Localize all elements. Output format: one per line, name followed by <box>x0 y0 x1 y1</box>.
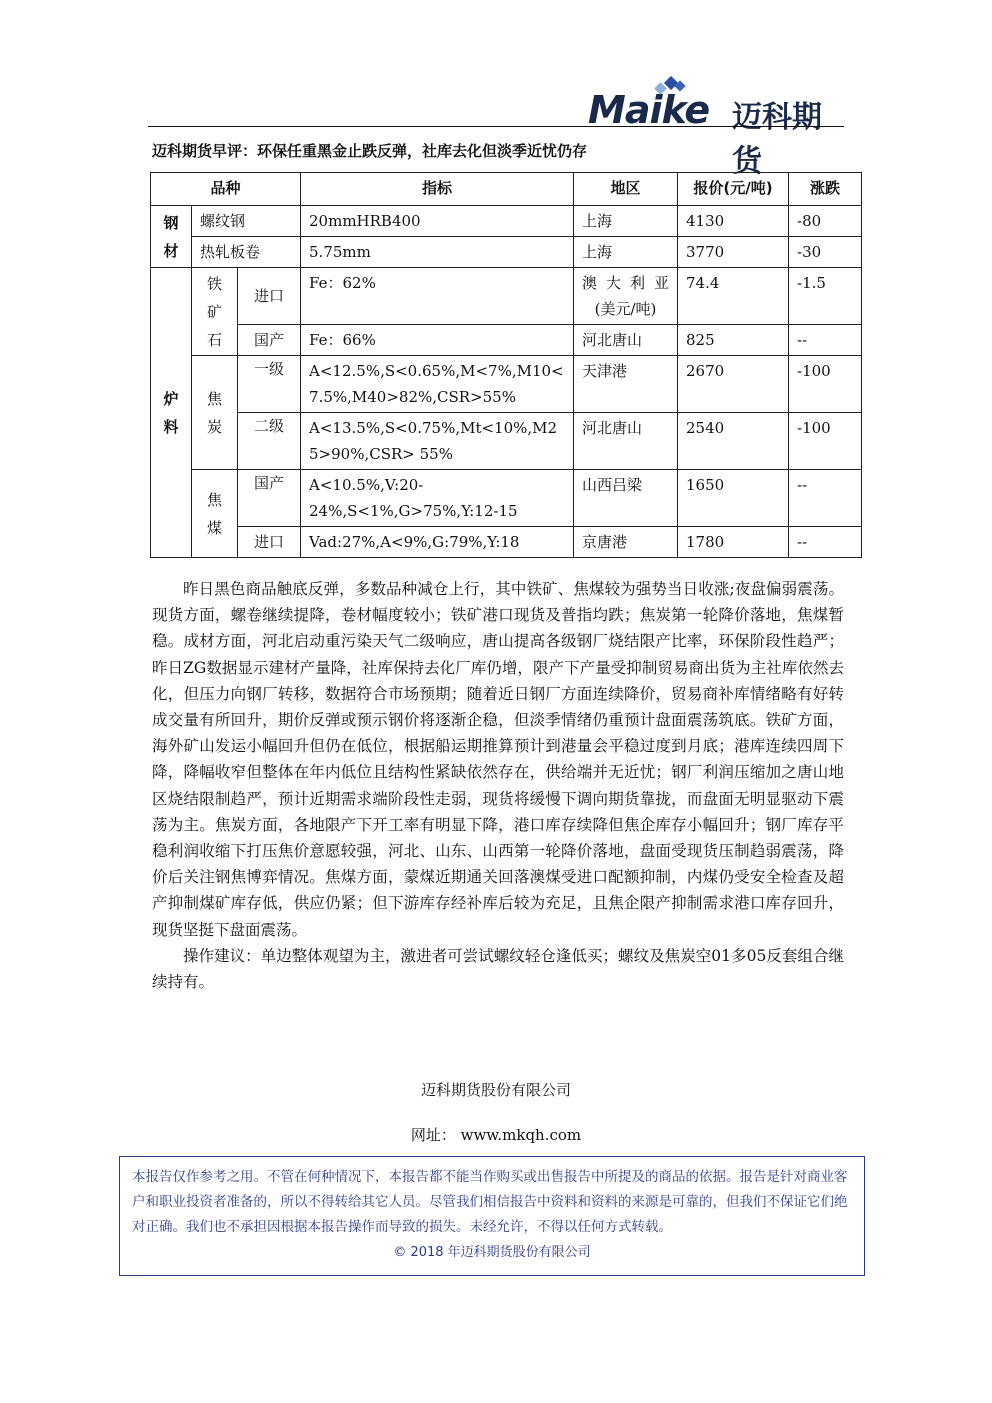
table-row <box>151 413 862 470</box>
logo-chinese-name: 迈科期货 <box>732 100 822 179</box>
header-rule <box>148 126 844 127</box>
header-price: 报价(元/吨) <box>678 173 789 206</box>
sub-type: 进口 <box>238 268 301 325</box>
sub-type: 二级 <box>238 413 301 470</box>
change-cell: -80 <box>789 206 862 237</box>
product-name: 热轧板卷 <box>192 237 301 268</box>
spec-cell: A<13.5%,S<0.75%,Mt<10%,M25>90%,CSR> 55% <box>301 413 574 470</box>
region-cell: 上海 <box>574 206 678 237</box>
commentary-body <box>152 576 844 995</box>
region-cell: 河北唐山 <box>574 413 678 470</box>
table-row <box>151 470 862 527</box>
table-row <box>151 527 862 558</box>
company-name: 迈科期货股份有限公司 <box>420 1081 571 1099</box>
report-title: 迈科期货早评：环保任重黑金止跌反弹，社库去化但淡季近忧仍存 <box>152 142 588 160</box>
commentary-paragraph: 昨日黑色商品触底反弹，多数品种减仓上行，其中铁矿、焦煤较为强势当日收涨;夜盘偏弱震荡。现货方面，螺卷继续提降，卷材幅度较小；铁矿港口现货及普指均跌；焦炭第一轮降价落地，焦煤暂稳。成材方面，河北启动重污染天气二级响应，唐山提高各级钢厂烧结限产比率，环保阶段性趋严；昨日ZG数据显示建材产量降，社库保持去化厂库仍增，限产下产量受抑制贸易商出货为主社库依然去化，但压力向钢厂转移，数据符合市场预期；随着近日钢厂方面连续降价，贸易商补库情绪略有好转成交量有所回升，期价反弹或预示钢价将逐渐企稳，但淡季情绪仍重预计盘面震荡筑底。铁矿方面，海外矿山发运小幅回升但仍在低位，根据船运期推算预计到港量会平稳过度到月底；港库连续四周下降，降幅收窄但整体在年内低位且结构性紧缺依然存在，供给端并无近忧；钢厂利润压缩加之唐山地区烧结限制趋严，预计近期需求端阶段性走弱，现货将缓慢下调向期货靠拢，而盘面无明显驱动下震荡为主。焦炭方面，各地限产下开工率有明显下降，港口库存续降但焦企库存小幅回升；钢厂库存平稳利润收缩下打压焦价意愿较强，河北、山东、山西第一轮降价落地，盘面受现货压制趋弱震荡，降价后关注钢焦博弈情况。焦煤方面，蒙煤近期通关回落澳煤受进口配额抑制，内煤仍受安全检查及超产抑制煤矿库存低，供应仍紧；但下游库存经补库后较为充足，且焦企限产抑制需求港口库存回升，现货坚挺下盘面震荡。 <box>152 580 844 939</box>
website-line: 网址： www.mkqh.com <box>410 1126 582 1144</box>
region-cell: 河北唐山 <box>574 325 678 356</box>
table-row <box>151 356 862 413</box>
sub-type: 一级 <box>238 356 301 413</box>
spec-cell: 5.75mm <box>301 237 574 268</box>
change-cell: -100 <box>789 356 862 413</box>
disclaimer-text: 本报告仅作参考之用。不管在何种情况下，本报告都不能当作购买或出售报告中所提及的商品的依据。报告是针对商业客户和职业投资者准备的，所以不得转给其它人员。尽管我们相信报告中资料和资料的来源是可靠的，但我们不保证它们绝对正确。我们也不承担因根据本报告操作而导致的损失。未经允许，不得以任何方式转载。 <box>132 1169 848 1235</box>
region-cell: 山西吕梁 <box>574 470 678 527</box>
change-cell: -- <box>789 325 862 356</box>
header-change: 涨跌 <box>789 173 862 206</box>
product-name: 螺纹钢 <box>192 206 301 237</box>
price-table <box>150 172 862 558</box>
group-coke: 焦炭 <box>192 356 238 470</box>
spec-cell: A<10.5%,V:20-24%,S<1%,G>75%,Y:12-15 <box>301 470 574 527</box>
table-row <box>151 325 862 356</box>
change-cell: -100 <box>789 413 862 470</box>
change-cell: -30 <box>789 237 862 268</box>
logo-wordmark: Maike <box>588 88 710 132</box>
sub-type: 进口 <box>238 527 301 558</box>
spec-cell: Fe：62% <box>301 268 574 325</box>
header-variety: 品种 <box>151 173 301 206</box>
region-cell: 上海 <box>574 237 678 268</box>
maike-logo <box>588 80 848 179</box>
copyright: © 2018 年迈科期货股份有限公司 <box>393 1245 591 1260</box>
region-cell: 天津港 <box>574 356 678 413</box>
sub-type: 国产 <box>238 470 301 527</box>
price-cell: 1650 <box>678 470 789 527</box>
table-header-row <box>151 173 862 206</box>
change-cell: -- <box>789 527 862 558</box>
table-row <box>151 237 862 268</box>
sub-type: 国产 <box>238 325 301 356</box>
price-cell: 825 <box>678 325 789 356</box>
header-spec: 指标 <box>301 173 574 206</box>
trading-advice: 操作建议：单边整体观望为主，激进者可尝试螺纹轻仓逢低买；螺纹及焦炭空01多05反套组合继续持有。 <box>152 946 844 992</box>
price-cell: 1780 <box>678 527 789 558</box>
change-cell: -1.5 <box>789 268 862 325</box>
region-cell: 澳大利亚 (美元/吨) <box>574 268 678 325</box>
price-cell: 3770 <box>678 237 789 268</box>
category-steel: 钢材 <box>151 206 192 268</box>
spec-cell: A<12.5%,S<0.65%,M<7%,M10<7.5%,M40>82%,CSR>55% <box>301 356 574 413</box>
price-cell: 4130 <box>678 206 789 237</box>
spec-cell: Fe：66% <box>301 325 574 356</box>
price-cell: 2670 <box>678 356 789 413</box>
price-cell: 2540 <box>678 413 789 470</box>
spec-cell: 20mmHRB400 <box>301 206 574 237</box>
group-iron-ore: 铁矿石 <box>192 268 238 356</box>
header-region: 地区 <box>574 173 678 206</box>
region-cell: 京唐港 <box>574 527 678 558</box>
disclaimer-box <box>119 1156 865 1276</box>
change-cell: -- <box>789 470 862 527</box>
table-row <box>151 206 862 237</box>
table-row <box>151 268 862 325</box>
price-cell: 74.4 <box>678 268 789 325</box>
group-coking-coal: 焦煤 <box>192 470 238 558</box>
spec-cell: Vad:27%,A<9%,G:79%,Y:18 <box>301 527 574 558</box>
category-furnace: 炉料 <box>151 268 192 558</box>
